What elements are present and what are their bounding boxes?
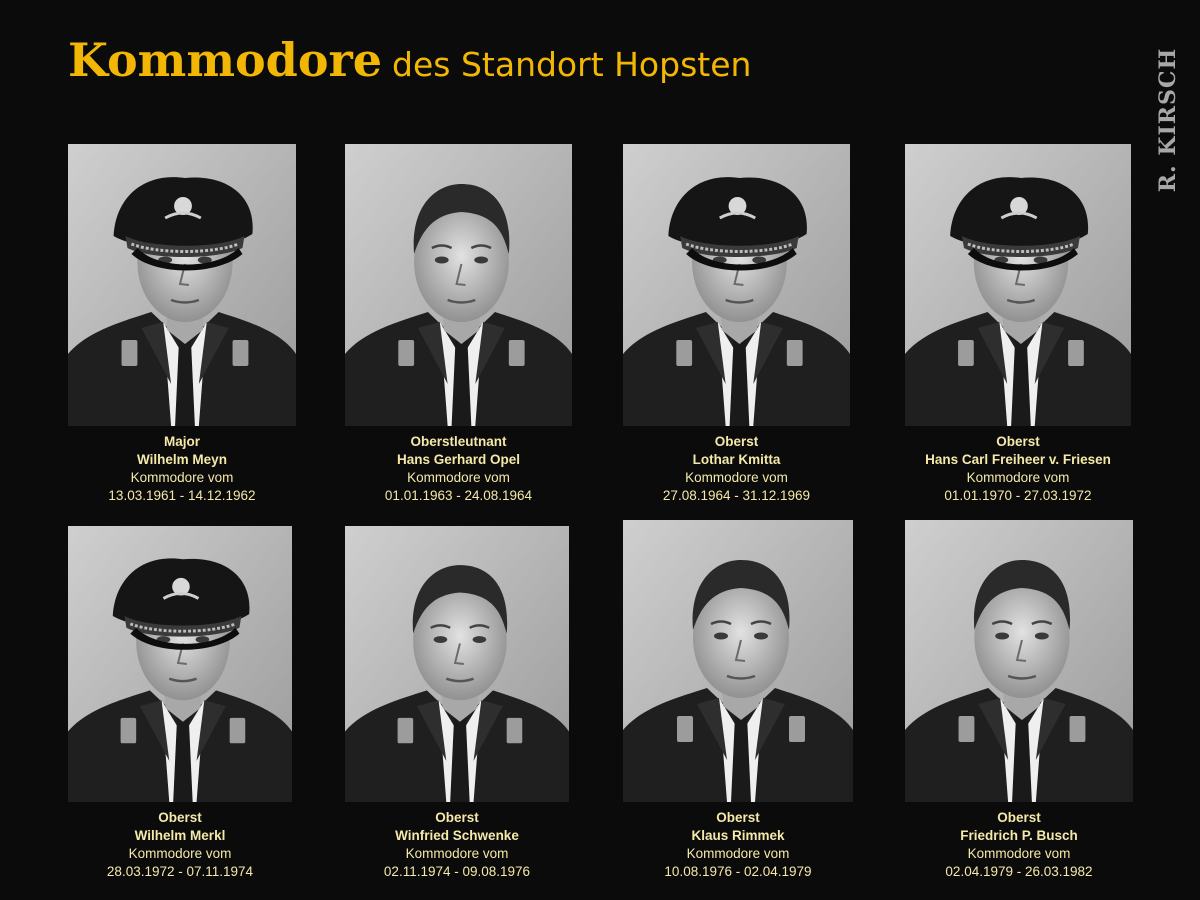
commander-term-label: Kommodore vom [686, 846, 790, 861]
commander-card [345, 144, 572, 505]
commander-term-period: 28.03.1972 - 07.11.1974 [106, 864, 254, 879]
commander-name: Wilhelm Meyn [137, 452, 227, 467]
commander-rank: Oberst [716, 810, 760, 825]
commander-term-label: Kommodore vom [405, 846, 509, 861]
commander-caption [623, 433, 850, 505]
commander-term-period: 13.03.1961 - 14.12.1962 [108, 488, 256, 503]
commander-name: Friedrich P. Busch [960, 828, 1078, 843]
commander-term-period: 10.08.1976 - 02.04.1979 [664, 864, 812, 879]
commander-caption [68, 809, 292, 881]
commander-term-period: 27.08.1964 - 31.12.1969 [662, 488, 811, 503]
commander-caption [905, 809, 1133, 881]
commander-name: Wilhelm Merkl [134, 828, 226, 843]
commander-term-label: Kommodore vom [407, 470, 510, 485]
commander-card [345, 526, 569, 881]
commander-name: Klaus Rimmek [691, 828, 785, 843]
commander-portrait [905, 144, 1131, 426]
commander-name: Winfried Schwenke [395, 828, 519, 843]
commander-caption [345, 433, 572, 505]
commander-name: Hans Carl Freiheer v. Friesen [925, 452, 1111, 467]
commander-card [905, 520, 1133, 881]
title-subtitle: des Standort Hopsten [392, 45, 752, 84]
commander-portrait [345, 526, 569, 802]
commander-card [623, 520, 853, 881]
commander-rank: Oberst [158, 810, 202, 825]
commander-rank: Oberst [997, 810, 1041, 825]
commander-term-label: Kommodore vom [967, 846, 1071, 861]
commander-caption [905, 433, 1131, 505]
commander-rank: Oberst [714, 434, 759, 449]
commander-caption [345, 809, 569, 881]
commander-rank: Oberst [435, 810, 479, 825]
commander-portrait [345, 144, 572, 426]
commander-portrait [623, 520, 853, 802]
commander-caption [68, 433, 296, 505]
commander-term-period: 02.11.1974 - 09.08.1976 [383, 864, 531, 879]
commander-card [905, 144, 1131, 505]
commander-card [68, 526, 292, 881]
commander-caption [623, 809, 853, 881]
commander-term-period: 01.01.1963 - 24.08.1964 [384, 488, 533, 503]
commander-term-label: Kommodore vom [966, 470, 1070, 485]
commander-portrait [623, 144, 850, 426]
photo-credit: R. KIRSCH [1155, 47, 1181, 193]
commander-rank: Oberstleutnant [410, 434, 507, 449]
commander-portrait [68, 144, 296, 426]
commander-name: Hans Gerhard Opel [396, 452, 521, 467]
commander-term-label: Kommodore vom [128, 846, 232, 861]
commander-rank: Oberst [996, 434, 1040, 449]
commander-term-period: 02.04.1979 - 26.03.1982 [945, 864, 1093, 879]
commander-rank: Major [163, 434, 200, 449]
commander-name: Lothar Kmitta [692, 452, 781, 467]
commander-term-period: 01.01.1970 - 27.03.1972 [944, 488, 1092, 503]
commander-term-label: Kommodore vom [130, 470, 234, 485]
commander-term-label: Kommodore vom [685, 470, 788, 485]
commander-portrait [68, 526, 292, 802]
commander-card [68, 144, 296, 505]
commander-card [623, 144, 850, 505]
commander-portrait [905, 520, 1133, 802]
title-main: Kommodore [68, 33, 383, 87]
page-title [68, 30, 751, 102]
